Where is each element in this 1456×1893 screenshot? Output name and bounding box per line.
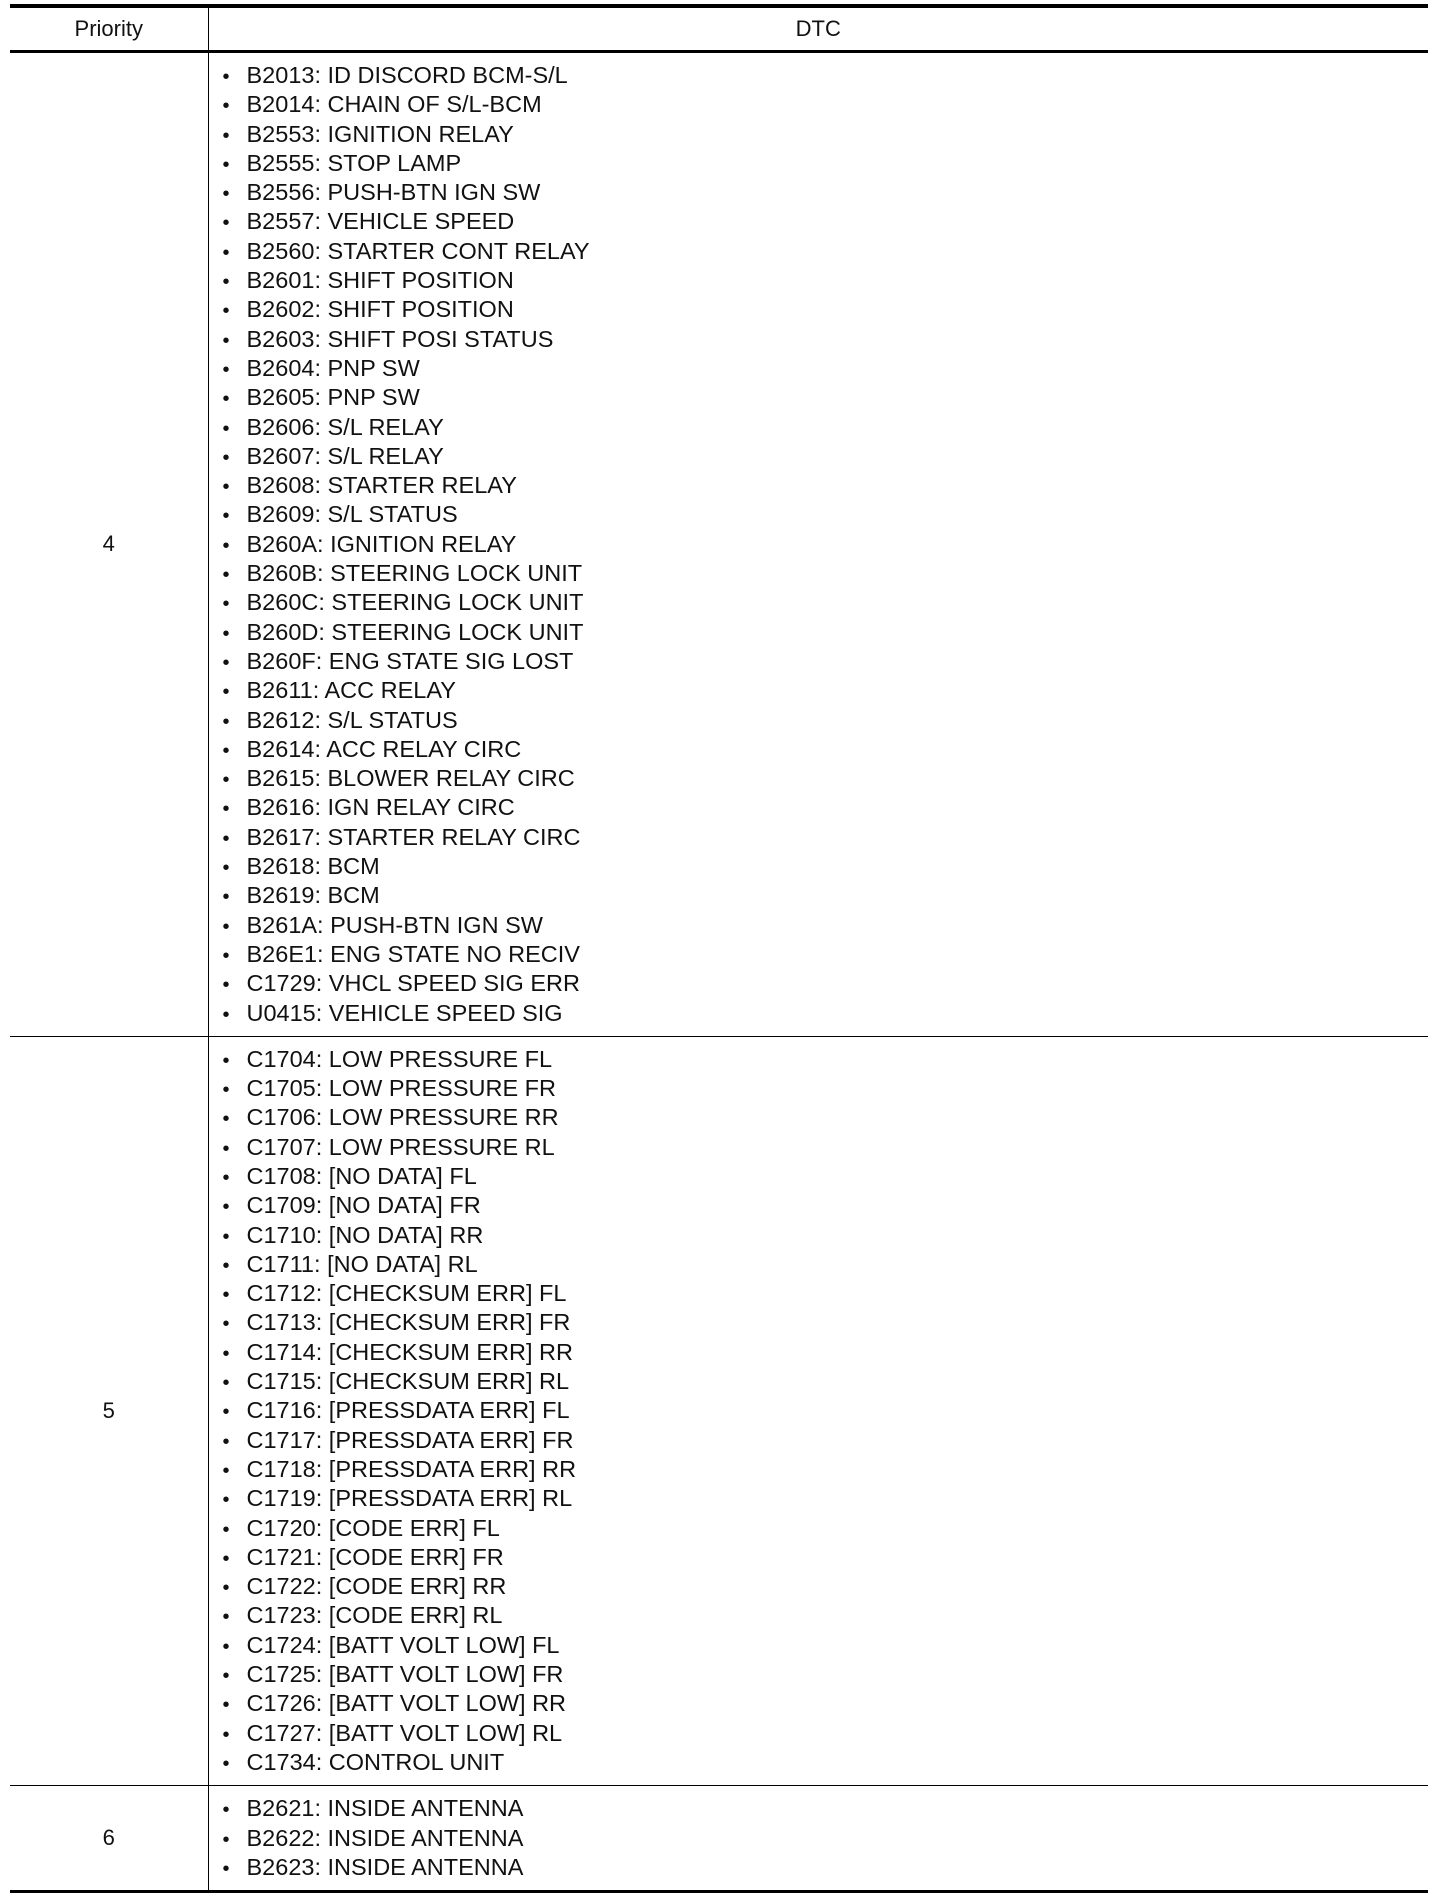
dtc-cell [208,1786,1428,1892]
dtc-code-text: B2606: S/L RELAY [246,413,444,440]
list-item [223,1045,1429,1074]
table-body [10,52,1428,1892]
bullet-icon: • [222,1799,230,1822]
bullet-icon: • [222,212,230,235]
bullet-icon: • [222,710,230,733]
bullet-icon: • [222,1313,230,1336]
bullet-icon: • [222,124,230,147]
dtc-code-text: B2608: STARTER RELAY [246,472,517,499]
bullet-icon: • [222,1752,230,1775]
list-item [223,706,1429,735]
dtc-code-text: C1708: [NO DATA] FL [246,1162,477,1189]
list-item [223,90,1429,119]
dtc-code-text: C1716: [PRESSDATA ERR] FL [246,1397,570,1424]
list-item [223,295,1429,324]
bullet-icon: • [222,1284,230,1307]
bullet-icon: • [222,1401,230,1424]
dtc-code-text: C1720: [CODE ERR] FL [246,1514,500,1541]
bullet-icon: • [222,1137,230,1160]
list-item [223,1631,1429,1660]
dtc-code-text: B260F: ENG STATE SIG LOST [246,647,574,674]
dtc-code-text: B2603: SHIFT POSI STATUS [246,325,554,352]
bullet-icon: • [222,417,230,440]
bullet-icon: • [222,827,230,850]
bullet-icon: • [222,476,230,499]
dtc-code-text: B2622: INSIDE ANTENNA [246,1824,524,1851]
list-item [223,618,1429,647]
list-item [223,969,1429,998]
bullet-icon: • [222,1577,230,1600]
dtc-code-text: B2014: CHAIN OF S/L-BCM [246,91,542,118]
bullet-icon: • [222,446,230,469]
dtc-code-text: B2560: STARTER CONT RELAY [246,237,590,264]
dtc-code-text: B260C: STEERING LOCK UNIT [246,589,584,616]
bullet-icon: • [222,153,230,176]
dtc-code-text: C1715: [CHECKSUM ERR] RL [246,1368,570,1395]
dtc-header: DTC [208,6,1428,52]
table-row [10,1786,1428,1892]
list-item [223,1484,1429,1513]
list-item [223,471,1429,500]
list-item [223,500,1429,529]
bullet-icon: • [222,1518,230,1541]
dtc-code-text: C1705: LOW PRESSURE FR [246,1075,557,1102]
dtc-code-text: B2612: S/L STATUS [246,706,458,733]
bullet-icon: • [222,358,230,381]
list-item [223,1543,1429,1572]
list-item [223,940,1429,969]
dtc-code-text: B2618: BCM [246,853,380,880]
list-item [223,1426,1429,1455]
list-item [223,1103,1429,1132]
dtc-code-text: B261A: PUSH-BTN IGN SW [246,911,543,938]
dtc-code-text: B2557: VEHICLE SPEED [246,208,515,235]
priority-cell: 5 [10,1036,208,1785]
bullet-icon: • [222,1003,230,1026]
list-item [223,764,1429,793]
dtc-list [209,1037,1429,1785]
dtc-code-text: B2607: S/L RELAY [246,442,444,469]
list-item [223,1824,1429,1853]
list-item [223,1279,1429,1308]
dtc-code-text: C1729: VHCL SPEED SIG ERR [246,970,580,997]
list-item [223,1133,1429,1162]
list-item [223,911,1429,940]
bullet-icon: • [222,739,230,762]
dtc-code-text: B2615: BLOWER RELAY CIRC [246,765,575,792]
bullet-icon: • [222,564,230,587]
list-item [223,852,1429,881]
dtc-code-text: B260B: STEERING LOCK UNIT [246,560,583,587]
list-item [223,559,1429,588]
dtc-priority-table [10,4,1428,1893]
dtc-code-text: C1706: LOW PRESSURE RR [246,1104,559,1131]
list-item [223,999,1429,1028]
bullet-icon: • [222,798,230,821]
dtc-code-text: B2621: INSIDE ANTENNA [246,1795,524,1822]
bullet-icon: • [222,1049,230,1072]
list-item [223,1455,1429,1484]
list-item [223,1719,1429,1748]
list-item [223,1338,1429,1367]
bullet-icon: • [222,1342,230,1365]
list-item [223,325,1429,354]
dtc-code-text: C1707: LOW PRESSURE RL [246,1133,555,1160]
bullet-icon: • [222,1665,230,1688]
dtc-code-text: C1724: [BATT VOLT LOW] FL [246,1631,560,1658]
bullet-icon: • [222,1079,230,1102]
dtc-code-text: B2605: PNP SW [246,384,420,411]
bullet-icon: • [222,329,230,352]
dtc-code-text: C1711: [NO DATA] RL [246,1250,478,1277]
list-item [223,1396,1429,1425]
dtc-code-text: C1717: [PRESSDATA ERR] FR [246,1426,574,1453]
dtc-code-text: C1713: [CHECKSUM ERR] FR [246,1309,571,1336]
bullet-icon: • [222,183,230,206]
dtc-code-text: B2013: ID DISCORD BCM-S/L [246,62,568,88]
list-item [223,442,1429,471]
list-item [223,1221,1429,1250]
dtc-code-text: B2601: SHIFT POSITION [246,267,514,294]
bullet-icon: • [222,1430,230,1453]
bullet-icon: • [222,593,230,616]
dtc-code-text: B2609: S/L STATUS [246,501,458,528]
dtc-code-text: C1725: [BATT VOLT LOW] FR [246,1661,564,1688]
bullet-icon: • [222,1254,230,1277]
list-item [223,149,1429,178]
list-item [223,1748,1429,1777]
bullet-icon: • [222,66,230,88]
priority-header: Priority [10,6,208,52]
bullet-icon: • [222,95,230,118]
priority-cell: 6 [10,1786,208,1892]
bullet-icon: • [222,1635,230,1658]
bullet-icon: • [222,1828,230,1851]
bullet-icon: • [222,915,230,938]
list-item [223,61,1429,90]
list-item [223,1572,1429,1601]
dtc-code-text: B26E1: ENG STATE NO RECIV [246,940,580,967]
bullet-icon: • [222,1459,230,1482]
dtc-code-text: C1714: [CHECKSUM ERR] RR [246,1338,573,1365]
header-row [10,6,1428,52]
bullet-icon: • [222,1723,230,1746]
bullet-icon: • [222,1694,230,1717]
bullet-icon: • [222,241,230,264]
dtc-cell [208,1036,1428,1785]
list-item [223,1794,1429,1823]
dtc-list [209,53,1429,1036]
dtc-code-text: B2553: IGNITION RELAY [246,120,514,147]
dtc-code-text: C1709: [NO DATA] FR [246,1192,481,1219]
bullet-icon: • [222,1196,230,1219]
list-item [223,1689,1429,1718]
list-item [223,207,1429,236]
bullet-icon: • [222,857,230,880]
bullet-icon: • [222,1489,230,1512]
dtc-code-text: C1719: [PRESSDATA ERR] RL [246,1485,573,1512]
list-item [223,735,1429,764]
dtc-code-text: B2617: STARTER RELAY CIRC [246,823,581,850]
dtc-code-text: C1722: [CODE ERR] RR [246,1573,507,1600]
bullet-icon: • [222,1606,230,1629]
list-item [223,266,1429,295]
dtc-code-text: U0415: VEHICLE SPEED SIG [246,999,563,1026]
list-item [223,237,1429,266]
bullet-icon: • [222,271,230,294]
bullet-icon: • [222,505,230,528]
dtc-code-text: B2611: ACC RELAY [246,677,456,704]
list-item [223,1660,1429,1689]
dtc-code-text: B2616: IGN RELAY CIRC [246,794,515,821]
bullet-icon: • [222,1372,230,1395]
list-item [223,881,1429,910]
dtc-code-text: B2555: STOP LAMP [246,149,462,176]
dtc-code-text: C1721: [CODE ERR] FR [246,1543,504,1570]
dtc-code-text: B260D: STEERING LOCK UNIT [246,618,584,645]
bullet-icon: • [222,300,230,323]
bullet-icon: • [222,1857,230,1880]
dtc-list [209,1786,1429,1890]
dtc-code-text: C1723: [CODE ERR] RL [246,1602,503,1629]
list-item [223,1191,1429,1220]
dtc-code-text: B2623: INSIDE ANTENNA [246,1853,524,1880]
list-item [223,676,1429,705]
bullet-icon: • [222,974,230,997]
list-item [223,647,1429,676]
table-row [10,1036,1428,1785]
bullet-icon: • [222,1108,230,1131]
list-item [223,823,1429,852]
bullet-icon: • [222,622,230,645]
dtc-code-text: C1734: CONTROL UNIT [246,1748,505,1775]
dtc-code-text: B2604: PNP SW [246,354,420,381]
list-item [223,1308,1429,1337]
list-item [223,793,1429,822]
bullet-icon: • [222,1225,230,1248]
bullet-icon: • [222,769,230,792]
bullet-icon: • [222,534,230,557]
priority-cell: 4 [10,52,208,1037]
dtc-code-text: C1718: [PRESSDATA ERR] RR [246,1455,577,1482]
list-item [223,1601,1429,1630]
list-item [223,588,1429,617]
list-item [223,1367,1429,1396]
table-row [10,52,1428,1037]
dtc-code-text: C1704: LOW PRESSURE FL [246,1045,553,1072]
dtc-code-text: B2614: ACC RELAY CIRC [246,735,522,762]
bullet-icon: • [222,944,230,967]
list-item [223,530,1429,559]
list-item [223,354,1429,383]
list-item [223,1162,1429,1191]
bullet-icon: • [222,388,230,411]
bullet-icon: • [222,1547,230,1570]
dtc-code-text: B260A: IGNITION RELAY [246,530,517,557]
dtc-code-text: C1727: [BATT VOLT LOW] RL [246,1719,563,1746]
dtc-code-text: C1712: [CHECKSUM ERR] FL [246,1280,567,1307]
list-item [223,413,1429,442]
list-item [223,1514,1429,1543]
list-item [223,1853,1429,1882]
dtc-code-text: B2619: BCM [246,882,380,909]
list-item [223,178,1429,207]
dtc-cell [208,52,1428,1037]
dtc-code-text: C1726: [BATT VOLT LOW] RR [246,1690,567,1717]
list-item [223,1250,1429,1279]
bullet-icon: • [222,1166,230,1189]
dtc-code-text: C1710: [NO DATA] RR [246,1221,484,1248]
bullet-icon: • [222,681,230,704]
bullet-icon: • [222,651,230,674]
list-item [223,383,1429,412]
list-item [223,1074,1429,1103]
dtc-code-text: B2556: PUSH-BTN IGN SW [246,179,541,206]
dtc-code-text: B2602: SHIFT POSITION [246,296,514,323]
bullet-icon: • [222,886,230,909]
list-item [223,120,1429,149]
